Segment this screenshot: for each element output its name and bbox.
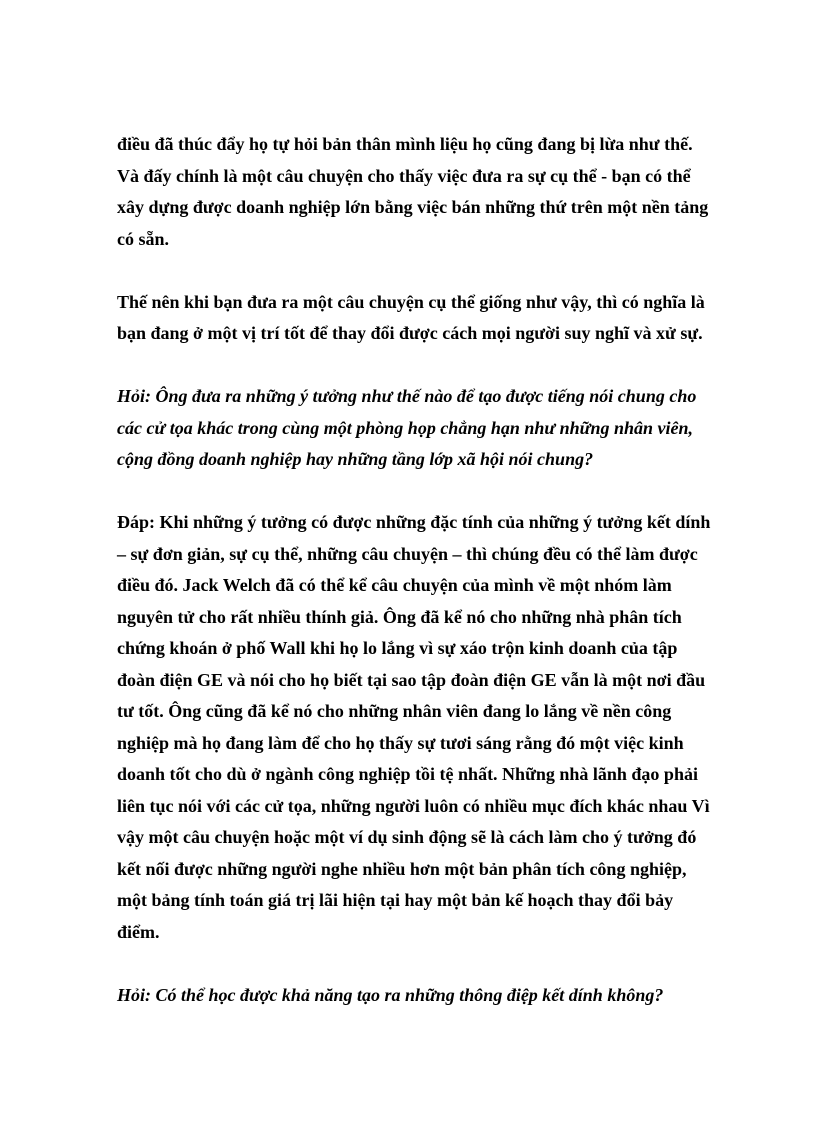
- text-line: tư tốt. Ông cũng đã kể nó cho những nhân viên đang lo lắng về nền công: [117, 701, 672, 721]
- paragraph-conclusion: [117, 287, 707, 350]
- text-line: kết nối được những người nghe nhiều hơn một bản phân tích công nghiệp,: [117, 858, 687, 879]
- text-line: Hỏi: Có thể học được khả năng tạo ra những thông điệp kết dính không?: [117, 984, 664, 1005]
- text-line: Và đấy chính là một câu chuyện cho thấy việc đưa ra sự cụ thể - bạn có thể: [117, 165, 691, 186]
- text-line: các cử tọa khác trong cùng một phòng họp chẳng hạn như những nhân viên,: [117, 417, 693, 438]
- text-line: liên tục nói với các cử tọa, những người luôn có nhiều mục đích khác nhau Vì: [117, 795, 710, 816]
- text-line: Hỏi: Ông đưa ra những ý tưởng như thế nào để tạo được tiếng nói chung cho: [117, 386, 697, 406]
- document-page: [117, 129, 711, 1043]
- text-line: điều đó. Jack Welch đã có thể kể câu chuyện của mình về một nhóm làm: [117, 575, 672, 595]
- answer-paragraph: [117, 507, 711, 948]
- text-line: điểm.: [117, 921, 160, 942]
- text-line: đoàn điện GE và nói cho họ biết tại sao tập đoàn điện GE vẫn là một nơi đầu: [117, 669, 706, 690]
- text-line: Đáp: Khi những ý tưởng có được những đặc tính của những ý tưởng kết dính: [117, 512, 711, 532]
- text-line: nghiệp mà họ đang làm để cho họ thấy sự tươi sáng rằng đó một việc kinh: [117, 732, 684, 753]
- text-line: nguyên tử cho rất nhiều thính giả. Ông đã kể nó cho những nhà phân tích: [117, 606, 682, 627]
- text-line: vậy một câu chuyện hoặc một ví dụ sinh động sẽ là cách làm cho ý tưởng đó: [117, 827, 697, 847]
- text-line: bạn đang ở một vị trí tốt để thay đổi được cách mọi người suy nghĩ và xử sự.: [117, 323, 703, 343]
- text-line: doanh tốt cho dù ở ngành công nghiệp tồi tệ nhất. Những nhà lãnh đạo phải: [117, 764, 698, 784]
- question-paragraph: [117, 980, 707, 1012]
- text-line: cộng đồng doanh nghiệp hay những tầng lớp xã hội nói chung?: [117, 449, 594, 469]
- paragraph-intro: [117, 129, 707, 255]
- text-line: chứng khoán ở phố Wall khi họ lo lắng vì sự xáo trộn kinh doanh của tập: [117, 638, 678, 658]
- question-paragraph: [117, 381, 707, 476]
- text-line: điều đã thúc đẩy họ tự hỏi bản thân mình liệu họ cũng đang bị lừa như thế.: [117, 134, 693, 154]
- text-line: một bảng tính toán giá trị lãi hiện tại hay một bản kế hoạch thay đổi bảy: [117, 890, 674, 910]
- text-line: Thế nên khi bạn đưa ra một câu chuyện cụ thể giống như vậy, thì có nghĩa là: [117, 291, 705, 312]
- text-line: – sự đơn giản, sự cụ thể, những câu chuyện – thì chúng đều có thể làm được: [117, 543, 698, 564]
- text-line: có sẵn.: [117, 228, 170, 249]
- text-line: xây dựng được doanh nghiệp lớn bằng việc bán những thứ trên một nền tảng: [117, 197, 709, 217]
